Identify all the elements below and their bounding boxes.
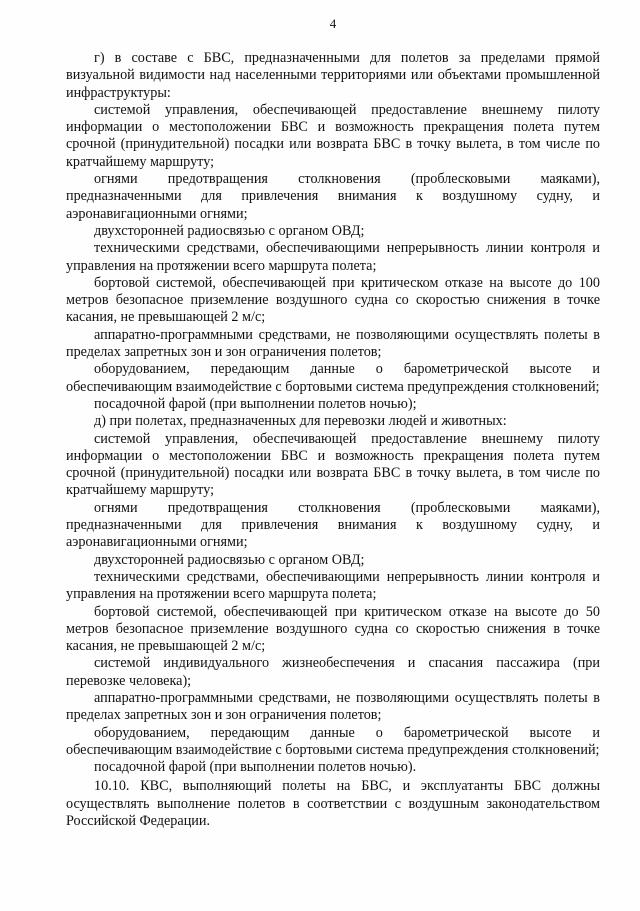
paragraph: д) при полетах, предназначенных для перевозки людей и животных: [94,413,507,430]
paragraph: огнями предотвращения столкновения (проблесковыми маяками), предназначенными для привлечения внимания к воздушному судну, и аэронавигационными огнями; [66,499,600,551]
paragraph: двухсторонней радиосвязью с органом ОВД; [94,551,365,568]
paragraph: системой управления, обеспечивающей предоставление внешнему пилоту информации о местоположении БВС и возможность прекращения полета путем срочной (принудительной) посадки или возврата БВС в точку вылета, в том числе по кратчайшему маршруту; [66,101,600,170]
paragraph: г) в составе с БВС, предназначенными для полетов за пределами прямой визуальной видимости над населенными территориями или объектами промышленной инфраструктуры: [66,50,600,101]
paragraph: посадочной фарой (при выполнении полетов ночью). [94,759,417,776]
paragraph: двухсторонней радиосвязью с органом ОВД; [94,222,365,239]
paragraph: системой индивидуального жизнеобеспечения и спасания пассажира (при перевозке человека); [66,655,600,689]
paragraph: техническими средствами, обеспечивающими непрерывность линии контроля и управления на протяжении всего маршрута полета; [66,568,600,603]
document-body [66,50,600,830]
paragraph: аппаратно-программными средствами, не позволяющими осуществлять полеты в пределах запретных зон и зон ограничения полетов; [66,326,600,361]
paragraph: аппаратно-программными средствами, не позволяющими осуществлять полеты в пределах запретных зон и зон ограничения полетов; [66,689,600,724]
paragraph: посадочной фарой (при выполнении полетов ночью); [94,395,417,412]
page-number: 4 [329,16,337,31]
paragraph: 10.10. КВС, выполняющий полеты на БВС, и эксплуатанты БВС должны осуществлять выполнение полетов в соответствии с воздушным законодательством Российской Федерации. [66,778,600,830]
paragraph: оборудованием, передающим данные о барометрической высоте и обеспечивающим взаимодействие с бортовыми система предупреждения столкновений; [66,361,600,395]
paragraph: системой управления, обеспечивающей предоставление внешнему пилоту информации о местоположении БВС и возможность прекращения полета путем срочной (принудительной) посадки или возврата БВС в точку вылета, в том числе по кратчайшему маршруту; [66,430,600,499]
paragraph: техническими средствами, обеспечивающими непрерывность линии контроля и управления на протяжении всего маршрута полета; [66,240,600,274]
paragraph: бортовой системой, обеспечивающей при критическом отказе на высоте до 50 метров безопасное приземление воздушного судна со скоростью снижения в точке касания, не превышающей 2 м/с; [66,603,600,655]
paragraph: огнями предотвращения столкновения (проблесковыми маяками), предназначенными для привлечения внимания к воздушному судну, и аэронавигационными огнями; [66,171,600,222]
paragraph: оборудованием, передающим данные о барометрической высоте и обеспечивающим взаимодействие с бортовыми система предупреждения столкновений; [66,724,600,758]
paragraph: бортовой системой, обеспечивающей при критическом отказе на высоте до 100 метров безопасное приземление воздушного судна со скоростью снижения в точке касания, не превышающей 2 м/с; [66,274,600,326]
